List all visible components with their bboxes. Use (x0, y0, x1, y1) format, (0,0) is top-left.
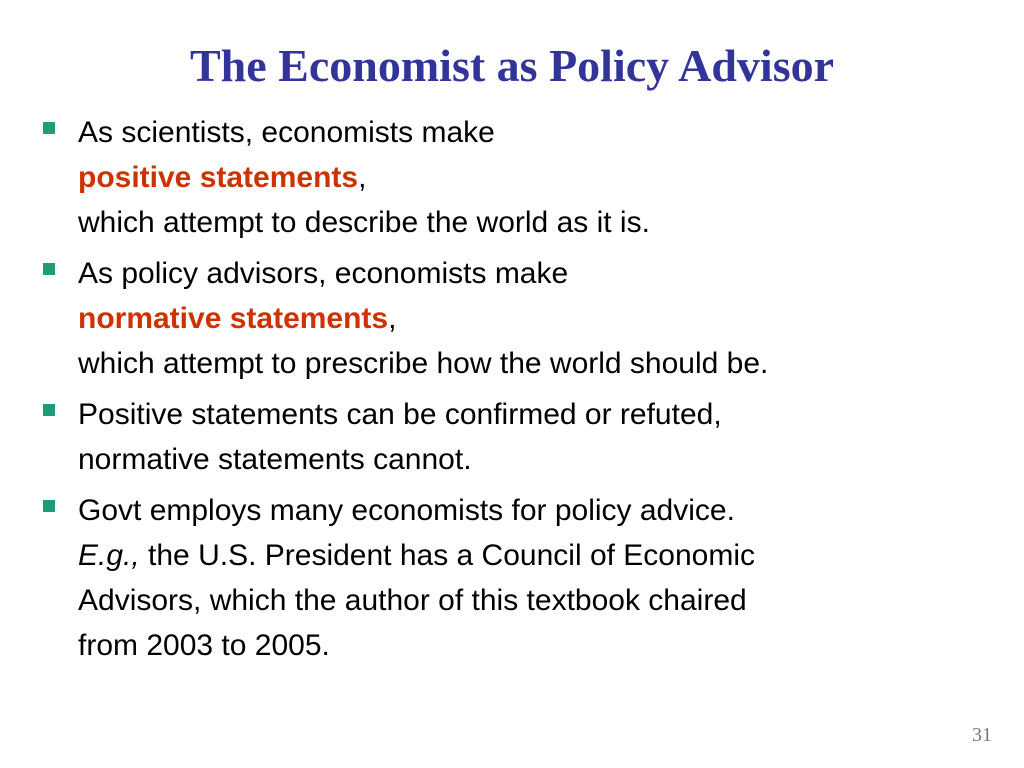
term-line (78, 155, 1000, 200)
bullet-line-rest: the U.S. President has a Council of Economic (139, 539, 756, 572)
bullet-line (78, 533, 1000, 578)
bullet-line: As scientists, economists make (78, 116, 495, 149)
key-term-normative: normative statements (78, 302, 389, 335)
bullet-line: Advisors, which the author of this textbook chaired (78, 584, 747, 617)
bullet-line: from 2003 to 2005. (78, 629, 330, 662)
eg-abbreviation: E.g., (78, 539, 140, 572)
page-number: 31 (972, 724, 992, 746)
square-bullet-icon (43, 404, 55, 416)
bullet-line: As policy advisors, economists make (78, 257, 569, 290)
square-bullet-icon (43, 263, 55, 275)
bullet-list (40, 110, 1000, 674)
square-bullet-icon (43, 122, 55, 134)
bullet-line: which attempt to prescribe how the world should be. (78, 347, 769, 380)
key-term-positive: positive statements (78, 161, 359, 194)
bullet-line: Govt employs many economists for policy advice. (78, 494, 735, 527)
bullet-item-govt (40, 488, 1000, 668)
bullet-line: normative statements cannot. (78, 443, 472, 476)
bullet-item-confirm (40, 392, 1000, 482)
term-line (78, 296, 1000, 341)
bullet-item-positive (40, 110, 1000, 245)
bullet-line: Positive statements can be confirmed or refuted, (78, 398, 722, 431)
square-bullet-icon (43, 500, 55, 512)
slide-title: The Economist as Policy Advisor (189, 40, 835, 91)
bullet-line: which attempt to describe the world as it is. (78, 206, 650, 239)
term-suffix: , (358, 161, 367, 194)
bullet-item-normative (40, 251, 1000, 386)
term-suffix: , (388, 302, 397, 335)
